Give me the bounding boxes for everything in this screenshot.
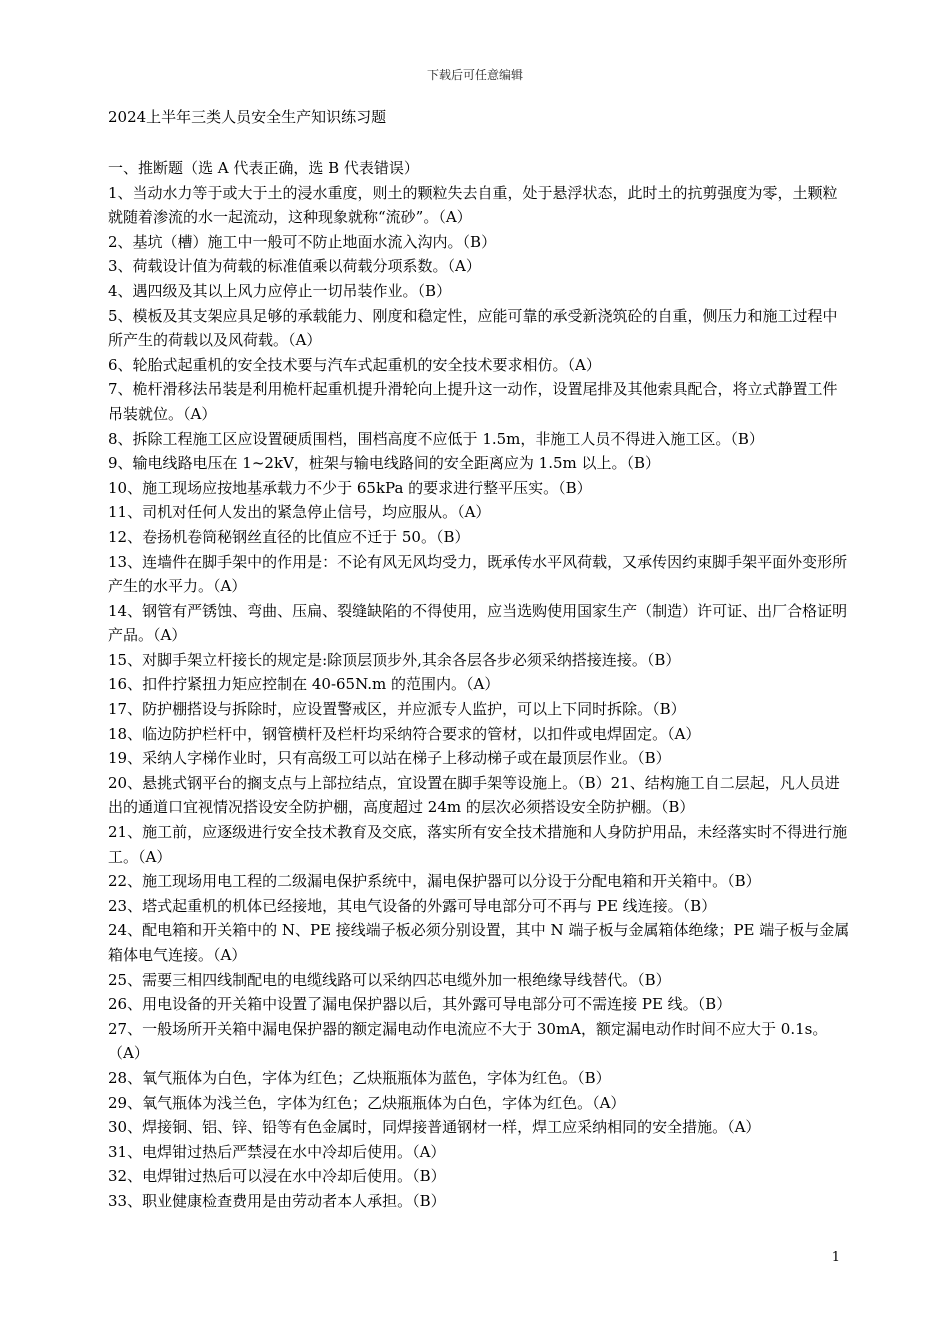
question-item: 21、施工前，应逐级进行安全技术教育及交底，落实所有安全技术措施和人身防护用品，未经落实时不得进行施工。（A） (108, 823, 848, 866)
question-item: 14、钢管有严锈蚀、弯曲、压扁、裂缝缺陷的不得使用，应当选购使用国家生产（制造）许可证、出厂合格证明产品。（A） (108, 601, 848, 645)
page-number: 1 (831, 1250, 840, 1265)
question-item: 1、当动水力等于或大于土的浸水重度，则土的颗粒失去自重，处于悬浮状态，此时土的抗剪强度为零，土颗粒就随着渗流的水一起流动，这种现象就称“流砂”。（A） (108, 183, 838, 227)
question-item: 33、职业健康检查费用是由劳动者本人承担。（B） (108, 1191, 446, 1210)
question-item: 5、模板及其支架应具足够的承载能力、刚度和稳定性，应能可靠的承受新浇筑砼的自重，侧压力和施工过程中所产生的荷载以及风荷载。（A） (108, 306, 838, 350)
question-item: 29、氧气瓶体为浅兰色，字体为红色；乙炔瓶瓶体为白色，字体为红色。（A） (108, 1093, 626, 1112)
question-item: 8、拆除工程施工区应设置硬质围档，围档高度不应低于 1.5m，非施工人员不得进入施工区。（B） (108, 429, 764, 448)
question-item: 18、临边防护栏杆中，钢管横杆及栏杆均采纳符合要求的管材，以扣件或电焊固定。（A） (108, 724, 701, 743)
question-item: 23、塔式起重机的机体已经接地，其电气设备的外露可导电部分可不再与 PE 线连接。（B） (108, 896, 717, 915)
question-item: 11、司机对任何人发出的紧急停止信号，均应服从。（A） (108, 503, 491, 522)
question-item: 2、基坑（槽）施工中一般可不防止地面水流入沟内。（B） (108, 232, 497, 251)
question-item: 26、用电设备的开关箱中设置了漏电保护器以后，其外露可导电部分可不需连接 PE 线。（B） (108, 995, 732, 1014)
question-list (108, 156, 852, 1214)
question-item: 10、施工现场应按地基承载力不少于 65kPa 的要求进行整平压实。（B） (108, 478, 592, 497)
question-item: 30、焊接铜、铝、锌、铅等有色金属时，同焊接普通钢材一样，焊工应采纳相同的安全措施。（A） (108, 1118, 761, 1137)
question-item: 20、悬挑式钢平台的搁支点与上部拉结点，宜设置在脚手架等设施上。（B）21、结构施工自二层起，凡人员进出的通道口宜视情况搭设安全防护棚，高度超过 24m 的层次必须搭设安全防护棚。（B） (108, 773, 840, 817)
question-item: 12、卷扬机卷筒秘钢丝直径的比值应不迁于 50。（B） (108, 527, 470, 546)
question-item: 28、氧气瓶体为白色，字体为红色；乙炔瓶瓶体为蓝色，字体为红色。（B） (108, 1068, 611, 1087)
question-item: 13、连墙件在脚手架中的作用是：不论有风无风均受力，既承传水平风荷载，又承传因约束脚手架平面外变形所产生的水平力。（A） (108, 552, 848, 596)
question-item: 6、轮胎式起重机的安全技术要与汽车式起重机的安全技术要求相仿。（A） (108, 355, 601, 374)
question-item: 16、扣件拧紧扭力矩应控制在 40-65N.m 的范围内。（A） (108, 675, 500, 694)
question-item: 27、一般场所开关箱中漏电保护器的额定漏电动作电流应不大于 30mA，额定漏电动作时间不应大于 0.1s。（A） (108, 1019, 828, 1063)
question-item: 4、遇四级及其以上风力应停止一切吊装作业。（B） (108, 281, 452, 300)
question-item: 19、采纳人字梯作业时，只有高级工可以站在梯子上移动梯子或在最顶层作业。（B） (108, 749, 671, 768)
question-item: 15、对脚手架立杆接长的规定是:除顶层顶步外,其余各层各步必须采纳搭接连接。（B） (108, 650, 681, 669)
question-item: 32、电焊钳过热后可以浸在水中冷却后使用。（B） (108, 1167, 446, 1186)
section-heading: 一、推断题（选 A 代表正确，选 B 代表错误） (108, 159, 419, 177)
question-item: 17、防护棚搭设与拆除时，应设置警戒区，并应派专人监护，可以上下同时拆除。（B） (108, 700, 686, 719)
question-item: 9、输电线路电压在 1~2kV，桩架与输电线路间的安全距离应为 1.5m 以上。（B） (108, 454, 661, 473)
question-item: 31、电焊钳过热后严禁浸在水中冷却后使用。（A） (108, 1142, 446, 1161)
question-item: 24、配电箱和开关箱中的 N、PE 接线端子板必须分别设置，其中 N 端子板与金属箱体绝缘；PE 端子板与金属箱体电气连接。（A） (108, 921, 850, 964)
document-title: 2024上半年三类人员安全生产知识练习题 (108, 108, 387, 126)
header-note: 下载后可任意编辑 (426, 68, 523, 82)
question-item: 7、桅杆滑移法吊装是利用桅杆起重机提升滑轮向上提升这一动作，设置尾排及其他索具配合，将立式静置工件吊装就位。（A） (108, 380, 838, 423)
question-item: 25、需要三相四线制配电的电缆线路可以采纳四芯电缆外加一根绝缘导线替代。（B） (108, 970, 671, 989)
question-item: 3、荷载设计值为荷载的标准值乘以荷载分项系数。（A） (108, 257, 481, 276)
question-item: 22、施工现场用电工程的二级漏电保护系统中，漏电保护器可以分设于分配电箱和开关箱中。（B） (108, 872, 761, 891)
